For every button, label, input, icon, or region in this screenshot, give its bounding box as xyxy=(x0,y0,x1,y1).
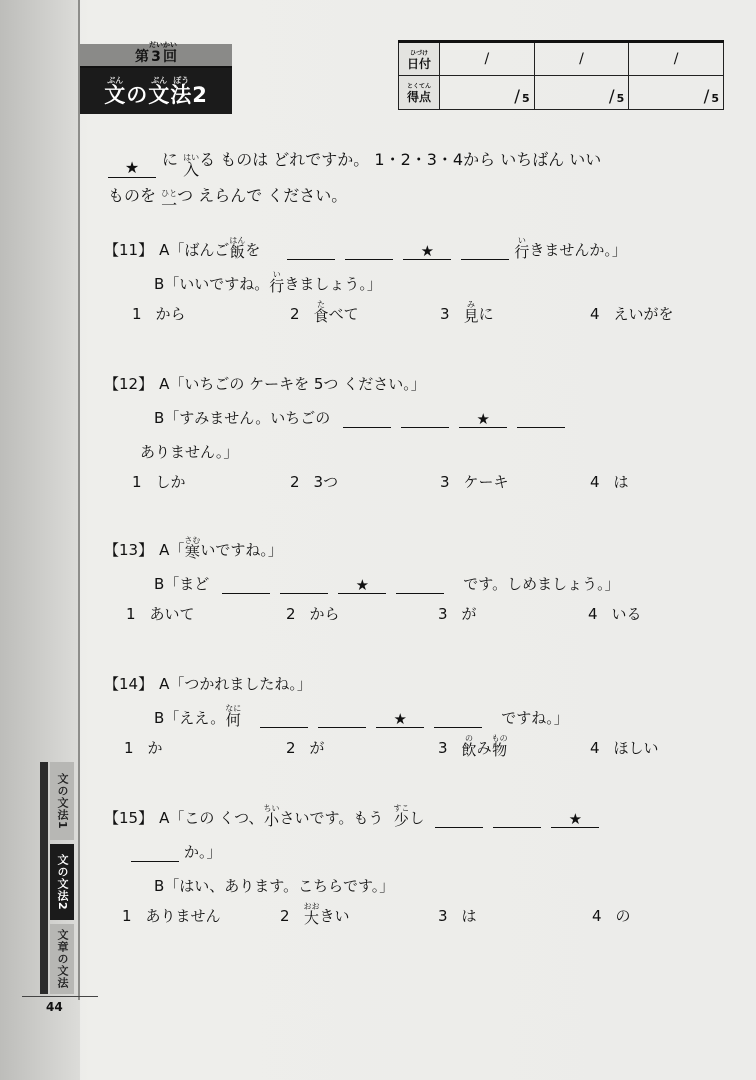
star-answer-blank[interactable]: ★ xyxy=(551,811,599,828)
side-tab-sentence-grammar-2[interactable]: 文の文法2 xyxy=(50,844,74,920)
answer-blank[interactable] xyxy=(131,845,179,862)
option-2[interactable]: 2 から xyxy=(286,605,340,623)
answer-blank[interactable] xyxy=(493,811,541,828)
option-4[interactable]: 4 えいがを xyxy=(590,305,674,323)
option-3[interactable]: 3 み 見 に xyxy=(440,300,494,325)
score-cell-3[interactable]: / 5 xyxy=(629,76,724,110)
option-1[interactable]: 1 しか xyxy=(132,473,186,491)
option-4[interactable]: 4 の xyxy=(592,907,631,925)
page-number-rule xyxy=(22,996,98,997)
answer-blank[interactable] xyxy=(461,243,509,260)
option-3[interactable]: 3 の 飲 み もの 物 xyxy=(438,734,508,759)
answer-blank[interactable] xyxy=(343,411,391,428)
answer-blank[interactable] xyxy=(260,711,308,728)
date-label: ひづけ 日付 xyxy=(399,42,440,76)
question-15: 【15】 A「この くつ、 ちい 小 さいです。もう すこ 少 し ★ か。」 B「はい、あります。こちらです。」 1 ありません 2 おお 大 きい 3 は 4 の xyxy=(104,794,724,930)
star-answer-blank[interactable]: ★ xyxy=(459,411,507,428)
options xyxy=(104,594,724,628)
date-cell-1[interactable]: / xyxy=(440,42,535,76)
side-tab-text-grammar[interactable]: 文章の文法 xyxy=(50,924,74,994)
answer-blank[interactable] xyxy=(287,243,335,260)
answer-blank[interactable] xyxy=(435,811,483,828)
option-3[interactable]: 3 は xyxy=(438,907,477,925)
question-14: 【14】 A「つかれましたね。」 B「ええ。 なに 何 ★ ですね。」 1 か 2 が 3 の 飲 み もの 物 4 ほしい xyxy=(104,660,724,762)
option-1[interactable]: 1 から xyxy=(132,305,186,323)
star-answer-blank[interactable]: ★ xyxy=(376,711,424,728)
section-header xyxy=(80,41,232,116)
answer-blank[interactable] xyxy=(434,711,482,728)
score-cell-1[interactable]: / 5 xyxy=(440,76,535,110)
date-cell-3[interactable]: / xyxy=(629,42,724,76)
option-3[interactable]: 3 ケーキ xyxy=(440,473,509,491)
answer-blank[interactable] xyxy=(396,577,444,594)
answer-blank[interactable] xyxy=(280,577,328,594)
answer-blank[interactable] xyxy=(345,243,393,260)
answer-blank[interactable] xyxy=(517,411,565,428)
page-number: 44 xyxy=(46,1000,63,1014)
options xyxy=(104,294,724,328)
answer-blank[interactable] xyxy=(401,411,449,428)
side-tab-strip xyxy=(40,762,48,994)
score-cell-2[interactable]: / 5 xyxy=(534,76,629,110)
option-4[interactable]: 4 いる xyxy=(588,605,642,623)
answer-blank[interactable] xyxy=(222,577,270,594)
answer-blank[interactable] xyxy=(318,711,366,728)
gutter-line xyxy=(78,0,80,1000)
instruction: ★ に はい 入 る ものは どれですか。 1・2・3・4から いちばん いい ものを ひと 一 つ えらんで ください。 xyxy=(108,150,602,215)
option-2[interactable]: 2 が xyxy=(286,739,325,757)
side-tab-sentence-grammar-1[interactable]: 文の文法1 xyxy=(50,762,74,840)
date-cell-2[interactable]: / xyxy=(534,42,629,76)
round-label: 第 だい 3 かい 回 xyxy=(80,44,232,68)
score-table xyxy=(398,40,724,110)
option-1[interactable]: 1 あいて xyxy=(126,605,195,623)
section-title: ぶん 文 の ぶん 文 ぽう 法 2 xyxy=(80,68,232,114)
question-11: 【11】 A「ばんご はん 飯 を ★ い 行 きませんか。」 B「いいですね。 い 行 きましょう。」 1 から 2 た 食 べて 3 み 見 に 4 えいがを xyxy=(104,226,724,328)
star-answer-blank[interactable]: ★ xyxy=(403,243,451,260)
score-label: とくてん 得点 xyxy=(399,76,440,110)
option-4[interactable]: 4 ほしい xyxy=(590,739,659,757)
options xyxy=(104,728,724,762)
question-12: 【12】 A「いちごの ケーキを 5つ ください。」 B「すみません。いちごの ★ ありません。」 1 しか 2 3つ 3 ケーキ 4 は xyxy=(104,360,724,496)
option-2[interactable]: 2 3つ xyxy=(290,473,339,491)
options xyxy=(104,462,724,496)
question-13: 【13】 A「 さむ 寒 いですね。」 B「まど ★ です。しめましょう。」 1 あいて 2 から 3 が 4 いる xyxy=(104,526,724,628)
option-3[interactable]: 3 が xyxy=(438,605,477,623)
option-2[interactable]: 2 おお 大 きい xyxy=(280,902,350,927)
options xyxy=(104,896,724,930)
option-1[interactable]: 1 ありません xyxy=(122,907,221,925)
option-2[interactable]: 2 た 食 べて xyxy=(290,300,359,325)
star-blank: ★ xyxy=(108,159,156,178)
star-answer-blank[interactable]: ★ xyxy=(338,577,386,594)
option-1[interactable]: 1 か xyxy=(124,739,163,757)
option-4[interactable]: 4 は xyxy=(590,473,629,491)
